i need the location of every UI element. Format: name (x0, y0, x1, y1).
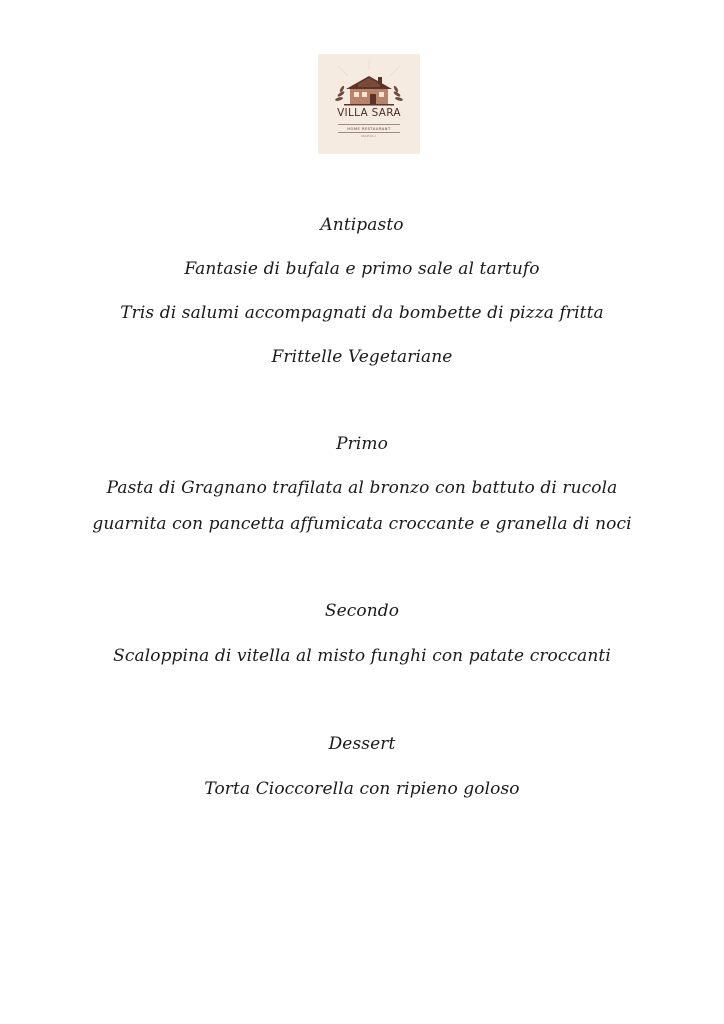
dish-item: Pasta di Gragnano trafilata al bronzo con battuto di rucola (106, 478, 618, 498)
dish-item: Scaloppina di vitella al misto funghi con patate croccanti (113, 646, 611, 666)
dish-item: guarnita con pancetta affumicata croccante e granella di noci (92, 514, 632, 534)
logo-tagline: HOME RESTAURANT (347, 127, 391, 131)
restaurant-logo (318, 54, 420, 154)
dish-item: Frittelle Vegetariane (271, 347, 453, 367)
section-title-primo: Primo (336, 434, 388, 454)
dish-item: Fantasie di bufala e primo sale al tartufo (184, 259, 540, 279)
house-icon (318, 54, 420, 154)
section-title-antipasto: Antipasto (320, 215, 404, 235)
logo-name: VILLA SARA (337, 107, 401, 119)
section-title-secondo: Secondo (324, 601, 400, 621)
logo-place: NAPOLI (361, 134, 377, 138)
dish-item: Tris di salumi accompagnati da bombette di pizza fritta (120, 303, 604, 323)
section-title-dessert: Dessert (328, 734, 396, 754)
dish-item: Torta Cioccorella con ripieno goloso (204, 779, 520, 799)
